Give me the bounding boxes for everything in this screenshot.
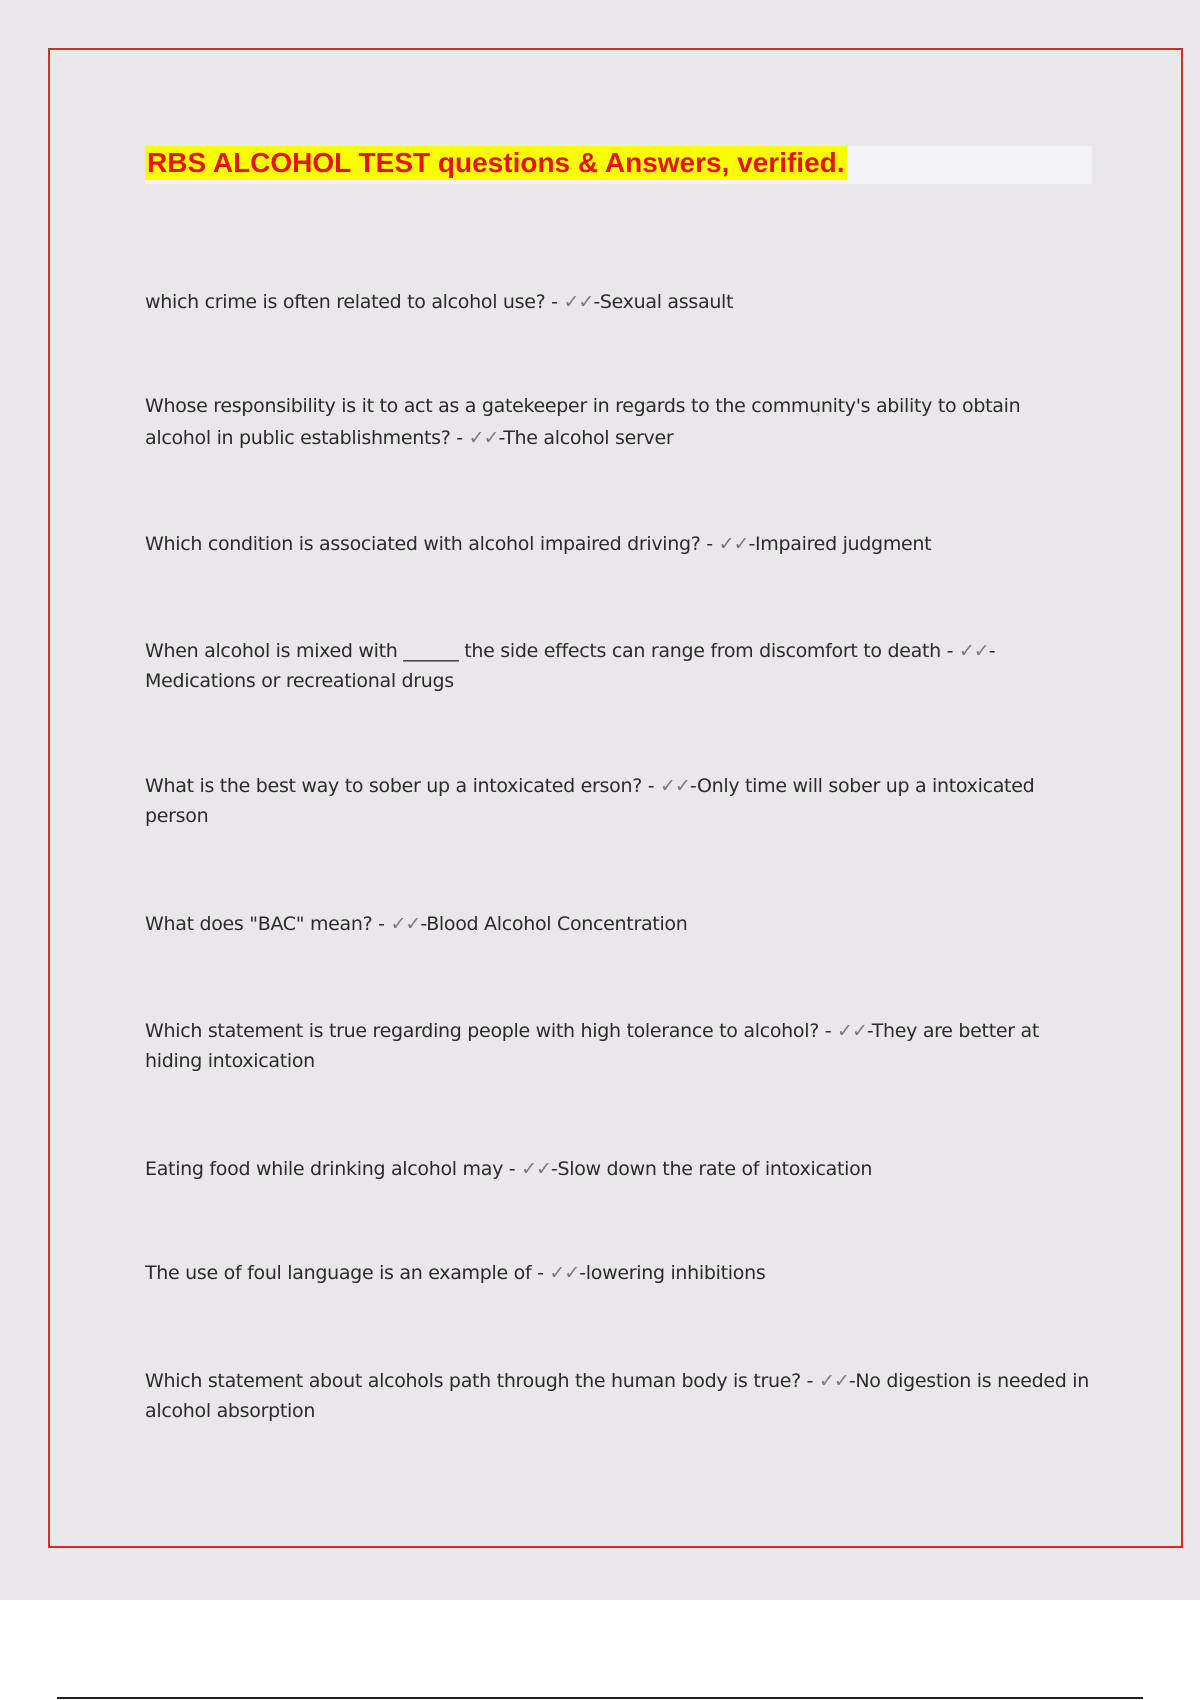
double-check-icon: ✓✓ bbox=[660, 775, 690, 797]
question-text: What is the best way to sober up a intoxicated erson? - bbox=[145, 775, 661, 797]
double-check-icon: ✓✓ bbox=[818, 1370, 849, 1392]
question-text: Whose responsibility is it to act as a gatekeeper in regards to the community's ability to obtain alcohol in public establishments? - bbox=[145, 395, 1021, 449]
qa-item-9 bbox=[145, 1257, 1090, 1289]
qa-item-1 bbox=[145, 286, 1090, 318]
question-text: When alcohol is mixed with ______ the side effects can range from discomfort to death - bbox=[145, 640, 959, 662]
qa-item-10 bbox=[145, 1366, 1090, 1426]
answer-text: -Sexual assault bbox=[593, 291, 734, 313]
answer-text: -Only time will sober up a intoxicated person bbox=[145, 775, 1035, 827]
double-check-icon: ✓✓ bbox=[468, 427, 499, 449]
question-text: Which statement is true regarding people with high tolerance to alcohol? - bbox=[145, 1020, 838, 1042]
qa-item-3 bbox=[145, 528, 1090, 560]
double-check-icon: ✓✓ bbox=[390, 913, 421, 935]
double-check-icon: ✓✓ bbox=[549, 1262, 580, 1284]
qa-item-6 bbox=[145, 908, 1090, 940]
qa-item-7 bbox=[145, 1016, 1090, 1076]
qa-item-8 bbox=[145, 1153, 1090, 1185]
question-text: What does "BAC" mean? - bbox=[145, 913, 391, 935]
question-text: Which statement about alcohols path through the human body is true? - bbox=[145, 1370, 819, 1392]
question-text: Which condition is associated with alcohol impaired driving? - bbox=[145, 533, 719, 555]
qa-item-5 bbox=[145, 771, 1090, 831]
double-check-icon: ✓✓ bbox=[718, 533, 749, 555]
qa-item-4 bbox=[145, 636, 1090, 696]
answer-text: -Medications or recreational drugs bbox=[145, 640, 996, 692]
document-title: RBS ALCOHOL TEST questions & Answers, verified. bbox=[147, 147, 845, 178]
double-check-icon: ✓✓ bbox=[563, 291, 594, 313]
question-text: which crime is often related to alcohol use? - bbox=[145, 291, 564, 313]
answer-text: -lowering inhibitions bbox=[579, 1262, 766, 1284]
answer-text: -No digestion is needed in alcohol absorption bbox=[145, 1370, 1089, 1422]
answer-text: -Slow down the rate of intoxication bbox=[550, 1158, 873, 1180]
answer-text: -Impaired judgment bbox=[748, 533, 932, 555]
next-page-top-rule bbox=[57, 1697, 1143, 1699]
double-check-icon: ✓✓ bbox=[521, 1158, 551, 1180]
answer-text: -The alcohol server bbox=[498, 427, 674, 449]
answer-text: -Blood Alcohol Concentration bbox=[420, 913, 688, 935]
question-text: The use of foul language is an example of - bbox=[145, 1262, 550, 1284]
question-text: Eating food while drinking alcohol may - bbox=[145, 1158, 522, 1180]
double-check-icon: ✓✓ bbox=[958, 640, 989, 662]
double-check-icon: ✓✓ bbox=[837, 1020, 867, 1042]
answer-text: -They are better at hiding intoxication bbox=[145, 1020, 1039, 1072]
qa-item-2 bbox=[145, 390, 1090, 454]
